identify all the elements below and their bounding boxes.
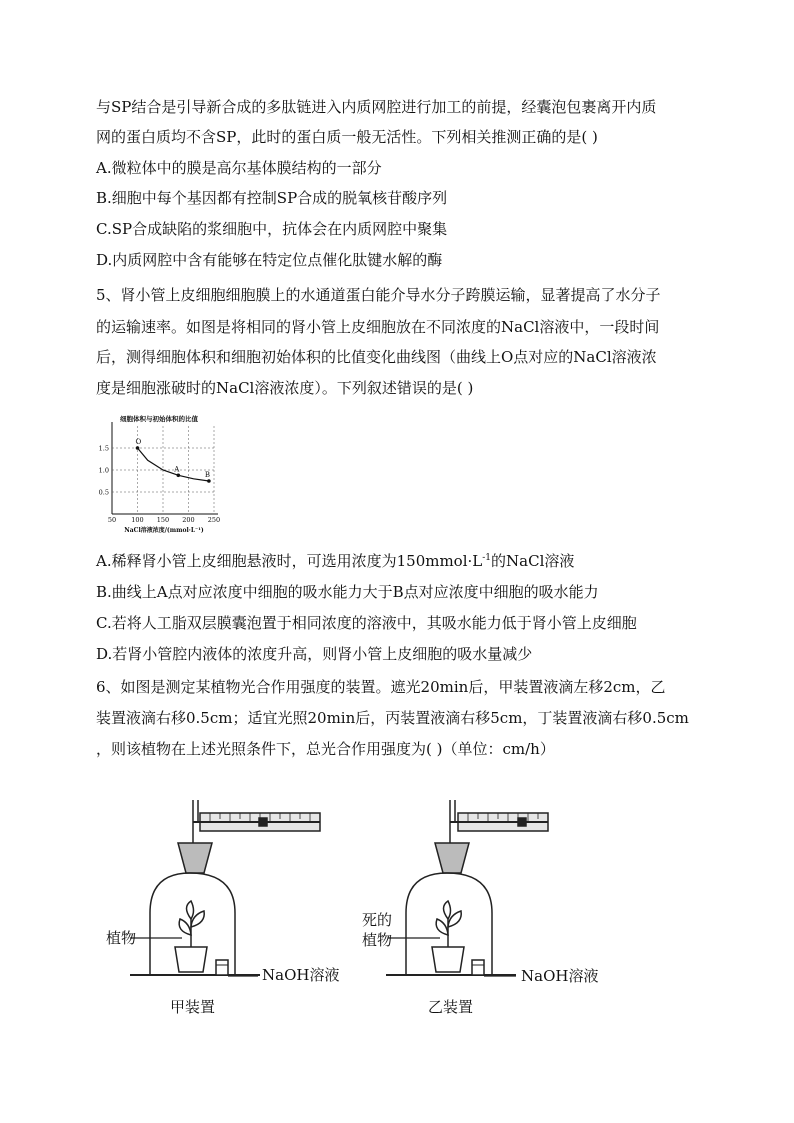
- stopper-left: [178, 843, 212, 873]
- x-tick-label: 100: [131, 516, 144, 524]
- q5-option-c: C.若将人工脂双层膜囊泡置于相同浓度的溶液中，其吸水能力低于肾小管上皮细胞: [96, 614, 637, 632]
- q5-option-d: D.若肾小管腔内液体的浓度升高，则肾小管上皮细胞的吸水量减少: [96, 645, 533, 663]
- volume-ratio-chart: [92, 408, 232, 540]
- x-tick-label: 50: [107, 516, 117, 524]
- q5-option-a: A.稀释肾小管上皮细胞悬液时，可选用浓度为$150mmol\cdot L^{-1}$的NaCl溶液: [96, 552, 575, 570]
- x-tick-label: 200: [182, 516, 195, 524]
- left-plant-label: 植物: [106, 929, 137, 947]
- point-label-a: A: [174, 465, 180, 474]
- q4-line-1: 与SP结合是引导新合成的多肽链进入内质网腔进行加工的前提，经囊泡包裹离开内质: [96, 98, 657, 116]
- x-axis-label: NaCl溶液浓度/(mmol·L⁻¹): [124, 527, 204, 534]
- q6-line-2: 装置液滴右移0.5cm；适宜光照20min后，丙装置液滴右移5cm，丁装置液滴右移0.5cm: [96, 709, 689, 727]
- right-plant-label-2: 植物: [362, 931, 393, 949]
- y-tick-label: 0.5: [98, 488, 109, 497]
- leaf-icon: [444, 901, 451, 919]
- point-b: [207, 479, 211, 483]
- q5-line-3: 后，测得细胞体积和细胞初始体积的比值变化曲线图（曲线上O点对应的NaCl溶液浓: [96, 348, 657, 366]
- ratio-curve: [138, 448, 209, 481]
- right-caption: 乙装置: [428, 998, 474, 1016]
- x-tick-label: 250: [207, 516, 221, 524]
- q4-option-b: B.细胞中每个基因都有控制SP合成的脱氧核苷酸序列: [96, 189, 448, 207]
- apparatus-right: [386, 800, 548, 976]
- q5-line-2: 的运输速率。如图是将相同的肾小管上皮细胞放在不同浓度的NaCl溶液中，一段时间: [96, 318, 660, 336]
- q6-line-1: 6、如图是测定某植物光合作用强度的装置。遮光20min后，甲装置液滴左移2cm，乙: [96, 678, 666, 696]
- q6-line-3: ，则该植物在上述光照条件下，总光合作用强度为( )（单位：cm/h）: [96, 740, 555, 758]
- q5-line-1: 5、肾小管上皮细胞细胞膜上的水通道蛋白能介导水分子跨膜运输，显著提高了水分子: [96, 286, 661, 304]
- leaf-icon: [179, 919, 191, 935]
- q5-line-4: 度是细胞涨破时的NaCl溶液浓度）。下列叙述错误的是( ): [96, 379, 474, 397]
- point-a: [177, 473, 181, 477]
- q4-option-a: A.微粒体中的膜是高尔基体膜结构的一部分: [96, 159, 382, 177]
- x-tick-label: 150: [156, 516, 170, 524]
- point-label-o: O: [135, 438, 142, 446]
- q4-option-c: C.SP合成缺陷的浆细胞中，抗体会在内质网腔中聚集: [96, 220, 448, 238]
- point-o: [136, 446, 140, 450]
- stopper-right: [435, 843, 469, 873]
- pot-left: [175, 947, 207, 972]
- left-solution-label: NaOH溶液: [262, 966, 340, 984]
- right-plant-label-1: 死的: [362, 911, 393, 929]
- q4-option-d: D.内质网腔中含有能够在特定位点催化肽键水解的酶: [96, 251, 443, 269]
- naoh-beaker-right: [472, 960, 484, 975]
- droplet-right: [518, 818, 526, 826]
- y-tick-label: 1.0: [98, 466, 109, 475]
- left-caption: 甲装置: [170, 998, 216, 1016]
- q4-line-2: 网的蛋白质均不含SP，此时的蛋白质一般无活性。下列相关推测正确的是( ): [96, 128, 598, 146]
- q5-option-b: B.曲线上A点对应浓度中细胞的吸水能力大于B点对应浓度中细胞的吸水能力: [96, 583, 599, 601]
- leaf-icon: [187, 901, 194, 919]
- chart-title: 细胞体积与初始体积的比值: [120, 415, 198, 423]
- point-label-b: B: [204, 471, 211, 479]
- leaf-icon: [436, 919, 448, 935]
- pot-right: [432, 947, 464, 972]
- apparatus-figure: [90, 795, 550, 1025]
- right-solution-label-text: NaOH溶液: [521, 967, 599, 985]
- droplet-left: [259, 818, 267, 826]
- naoh-beaker-left: [216, 960, 228, 975]
- apparatus-left: [130, 800, 320, 976]
- y-tick-label: 1.5: [98, 444, 109, 453]
